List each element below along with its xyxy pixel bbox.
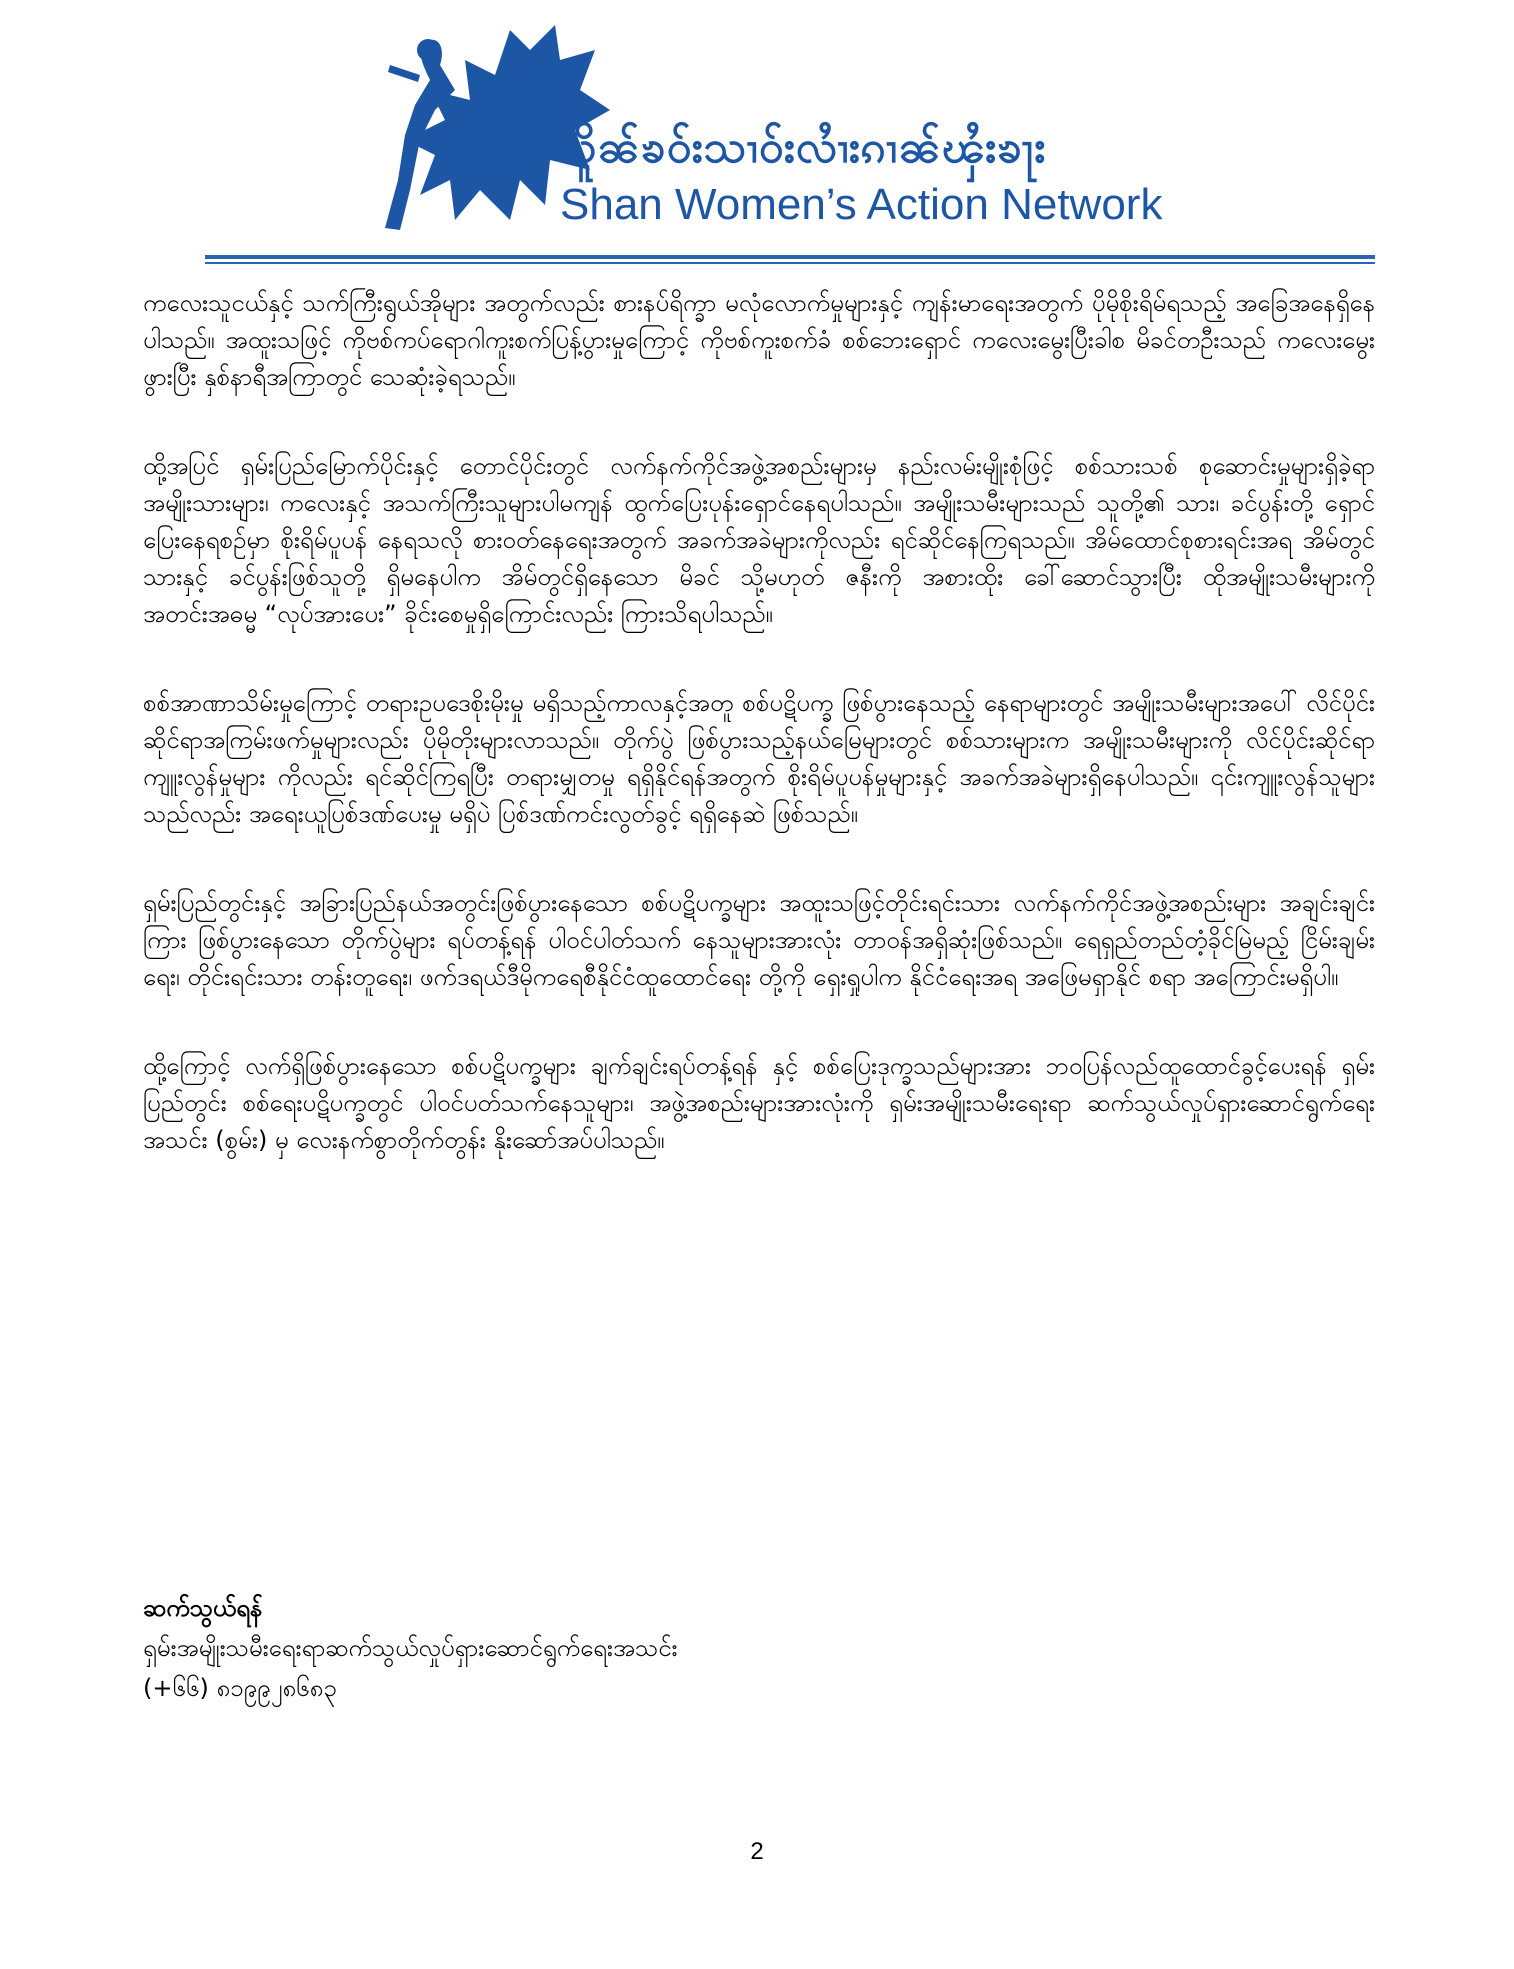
org-name-english: Shan Women’s Action Network: [560, 180, 1163, 229]
contact-org-name: ရှမ်းအမျိုးသမီးရေးရာဆက်သွယ်လှုပ်ရှားဆောင်ရွက်ရေးအသင်း: [143, 1634, 678, 1662]
header-divider-thin: [205, 262, 1375, 264]
org-name-shan: လိူၼ်ၶဝ်းသၢဝ်းလၢႆးၵၢၼ်ၾႆးၶႃး: [555, 122, 1047, 173]
contact-heading: ဆက်သွယ်ရန်: [143, 1594, 263, 1622]
contact-section: [143, 1588, 1375, 1708]
paragraph: ထို့အပြင် ရှမ်းပြည်မြောက်ပိုင်းနှင့် တောင်ပိုင်းတွင် လက်နက်ကိုင်အဖွဲ့အစည်းများမှ နည်းလမ်းမျိုးစုံဖြင့် စစ်သားသစ် စုဆောင်းမှုများရှိခဲ့ရာ အမျိုးသားများ၊ ကလေးနှင့် အသက်ကြီးသူများပါမကျန် ထွက်ပြေးပုန်းရှောင်နေရပါသည်။ အမျိုးသမီးများသည် သူတို့၏ သား၊ ခင်ပွန်းတို့ ရှောင်ပြေးနေရစဉ်မှာ စိုးရိမ်ပူပန် နေရသလို စားဝတ်နေရေးအတွက် အခက်အခဲများကိုလည်း ရင်ဆိုင်နေကြရသည်။ အိမ်ထောင်စုစားရင်းအရ အိမ်တွင် သားနှင့် ခင်ပွန်းဖြစ်သူတို့ ရှိမနေပါက အိမ်တွင်ရှိနေသော မိခင် သို့မဟုတ် ဇနီးကို အစားထိုး ခေါ်ဆောင်သွားပြီး ထိုအမျိုးသမီးများကို အတင်းအဓမ္မ “လုပ်အားပေး” ခိုင်းစေမှုရှိကြောင်းလည်း ကြားသိရပါသည်။: [143, 452, 1375, 628]
paragraph: စစ်အာဏာသိမ်းမှုကြောင့် တရားဥပဒေစိုးမိုးမှု မရှိသည့်ကာလနှင့်အတူ စစ်ပဋိပက္ခ ဖြစ်ပွားနေသည့် နေရာများတွင် အမျိုးသမီးများအပေါ် လိင်ပိုင်းဆိုင်ရာအကြမ်းဖက်မှုများလည်း ပိုမိုတိုးများလာသည်။ တိုက်ပွဲ ဖြစ်ပွားသည့်နယ်မြေများတွင် စစ်သားများက အမျိုးသမီးများကို လိင်ပိုင်းဆိုင်ရာကျူးလွန်မှုများ ကိုလည်း ရင်ဆိုင်ကြရပြီး တရားမျှတမှု ရရှိနိုင်ရန်အတွက် စိုးရိမ်ပူပန်မှုများနှင့် အခက်အခဲများရှိနေပါသည်။ ၎င်းကျူးလွန်သူများသည်လည်း အရေးယူပြစ်ဒဏ်ပေးမှု မရှိပဲ ပြစ်ဒဏ်ကင်းလွတ်ခွင့် ရရှိနေဆဲ ဖြစ်သည်။: [143, 689, 1375, 828]
paragraph: ထို့ကြောင့် လက်ရှိဖြစ်ပွားနေသော စစ်ပဋိပက္ခများ ချက်ချင်းရပ်တန့်ရန် နှင့် စစ်ပြေးဒုက္ခသည်များအား ဘဝပြန်လည်ထူထောင်ခွင့်ပေးရန် ရှမ်းပြည်တွင်း စစ်ရေးပဋိပက္ခတွင် ပါဝင်ပတ်သက်နေသူများ၊ အဖွဲ့အစည်းများအားလုံးကို ရှမ်းအမျိုးသမီးရေးရာ ဆက်သွယ်လှုပ်ရှားဆောင်ရွက်ရေးအသင်း (စွမ်း) မှ လေးနက်စွာတိုက်တွန်း နိုးဆော်အပ်ပါသည်။: [143, 1052, 1375, 1154]
header-divider-thick: [205, 255, 1375, 259]
contact-phone: (+၆၆) ၈၁၉၉၂၈၆၈၃: [143, 1674, 337, 1702]
org-logo: [360, 20, 1163, 250]
paragraph: ရှမ်းပြည်တွင်းနှင့် အခြားပြည်နယ်အတွင်းဖြစ်ပွားနေသော စစ်ပဋိပက္ခများ အထူးသဖြင့်တိုင်းရင်းသား လက်နက်ကိုင်အဖွဲ့အစည်းများ အချင်းချင်းကြား ဖြစ်ပွားနေသော တိုက်ပွဲများ ရပ်တန့်ရန် ပါဝင်ပါတ်သက် နေသူများအားလုံး တာဝန်အရှိဆုံးဖြစ်သည်။ ရေရှည်တည်တံ့ခိုင်မြဲမည့် ငြိမ်းချမ်းရေး၊ တိုင်းရင်းသား တန်းတူရေး၊ ဖက်ဒရယ်ဒီမိုကရေစီနိုင်ငံထူထောင်ရေး တို့ကို ရှေးရှုပါက နိုင်ငံရေးအရ အဖြေမရှာနိုင် စရာ အကြောင်းမရှိပါ။: [143, 889, 1375, 991]
document-body: [143, 285, 1375, 1211]
page-number: 2: [750, 1838, 764, 1865]
paragraph: ကလေးသူငယ်နှင့် သက်ကြီးရွယ်အိုများ အတွက်လည်း စားနပ်ရိက္ခာ မလုံလောက်မှုများနှင့် ကျန်းမာရေးအတွက် ပိုမိုစိုးရိမ်ရသည့် အခြေအနေရှိနေပါသည်။ အထူးသဖြင့် ကိုဗစ်ကပ်ရောဂါကူးစက်ပြန့်ပွားမှုကြောင့် ကိုဗစ်ကူးစက်ခံ စစ်ဘေးရှောင် ကလေးမွေးပြီးခါစ မိခင်တဦးသည် ကလေးမွေးဖွားပြီး နှစ်နာရီအကြာတွင် သေဆုံးခဲ့ရသည်။: [143, 289, 1375, 391]
